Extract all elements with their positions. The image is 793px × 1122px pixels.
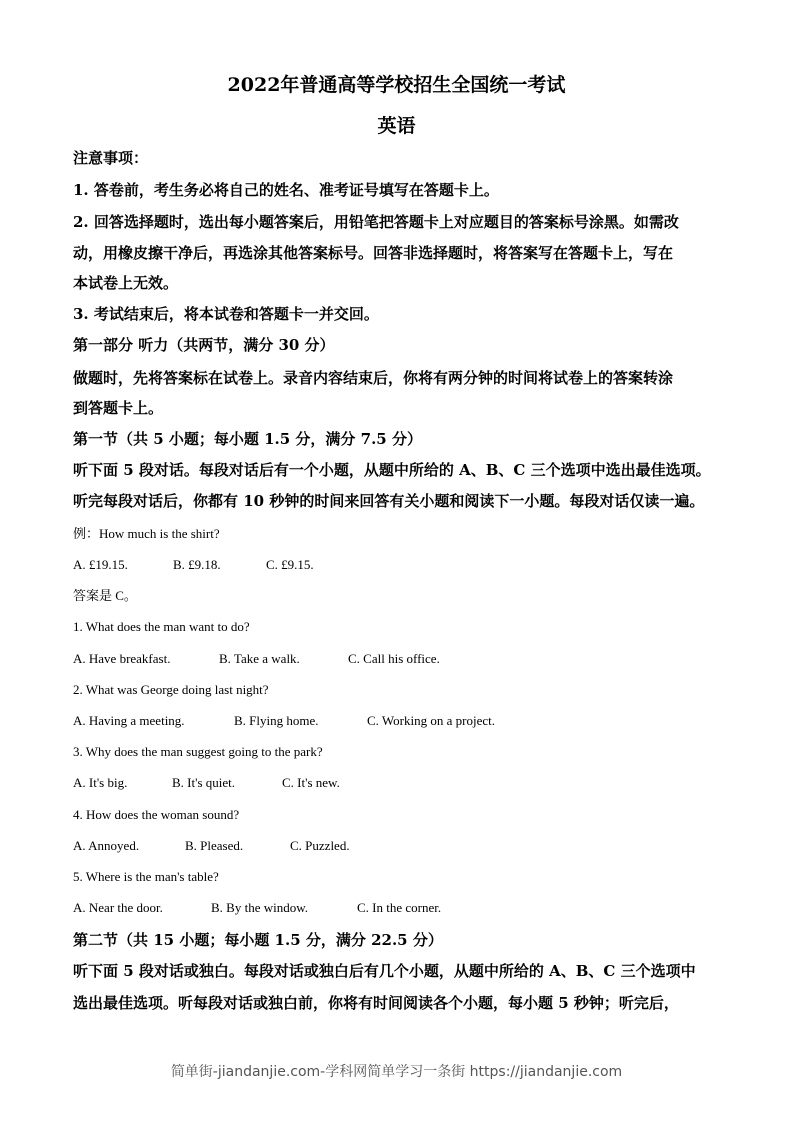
option-b: B. Pleased. <box>185 838 244 853</box>
part1-heading: 第一部分 听力（共两节，满分 30 分） <box>73 336 335 354</box>
exam-title: 2022年普通高等学校招生全国统一考试 <box>227 74 566 96</box>
part1-instruction-line-1: 做题时，先将答案标在试卷上。录音内容结束后，你将有两分钟的时间将试卷上的答案转涂 <box>73 369 674 387</box>
notice-item-2-line-2: 动，用橡皮擦干净后，再选涂其他答案标号。回答非选择题时，将答案写在答题卡上，写在 <box>73 244 674 262</box>
section2-instruction-line-2: 选出最佳选项。听每段对话或独白前，你将有时间阅读各个小题，每小题 5 秒钟；听完后， <box>73 994 679 1012</box>
exam-subject: 英语 <box>377 115 416 137</box>
option-b: B. Take a walk. <box>219 651 300 666</box>
question-4: 4. How does the woman sound? <box>73 807 240 822</box>
option-c: C. £9.15. <box>266 557 314 572</box>
option-c: C. In the corner. <box>357 900 442 915</box>
notice-item-3: 3. 考试结束后，将本试卷和答题卡一并交回。 <box>73 305 379 323</box>
option-c: C. Call his office. <box>348 651 440 666</box>
option-c: C. It's new. <box>282 775 340 790</box>
option-a: A. It's big. <box>73 775 128 790</box>
section1-heading: 第一节（共 5 小题；每小题 1.5 分，满分 7.5 分） <box>73 430 422 448</box>
notice-heading: 注意事项： <box>73 149 149 167</box>
option-b: B. By the window. <box>211 900 309 915</box>
question-5: 5. Where is the man's table? <box>73 869 219 884</box>
question-1: 1. What does the man want to do? <box>73 619 250 634</box>
option-b: B. It's quiet. <box>172 775 236 790</box>
option-b: B. £9.18. <box>173 557 221 572</box>
option-a: A. Having a meeting. <box>73 713 185 728</box>
notice-item-1: 1. 答卷前，考生务必将自己的姓名、准考证号填写在答题卡上。 <box>73 181 499 199</box>
option-a: A. Annoyed. <box>73 838 140 853</box>
question-3: 3. Why does the man suggest going to the park? <box>73 744 323 759</box>
section2-heading: 第二节（共 15 小题；每小题 1.5 分，满分 22.5 分） <box>73 931 443 949</box>
option-c: C. Puzzled. <box>290 838 350 853</box>
notice-item-2-line-1: 2. 回答选择题时，选出每小题答案后，用铅笔把答题卡上对应题目的答案标号涂黑。如需改 <box>73 213 679 231</box>
notice-item-2-line-3: 本试卷上无效。 <box>73 274 179 292</box>
section1-instruction-line-2: 听完每段对话后，你都有 10 秒钟的时间来回答有关小题和阅读下一小题。每段对话仅读一遍。 <box>73 492 705 510</box>
question-2: 2. What was George doing last night? <box>73 682 269 697</box>
part1-instruction-line-2: 到答题卡上。 <box>73 399 164 417</box>
section1-instruction-line-1: 听下面 5 段对话。每段对话后有一个小题，从题中所给的 A、B、C 三个选项中选出最佳选项。 <box>73 461 711 479</box>
option-a: A. Have breakfast. <box>73 651 171 666</box>
example-question: 例：How much is the shirt? <box>73 526 220 541</box>
option-c: C. Working on a project. <box>367 713 495 728</box>
example-answer: 答案是 C。 <box>73 588 137 603</box>
section2-instruction-line-1: 听下面 5 段对话或独白。每段对话或独白后有几个小题，从题中所给的 A、B、C 三个选项中 <box>73 962 696 980</box>
footer-watermark: 简单街-jiandanjie.com-学科网简单学习一条街 https://jiandanjie.com <box>170 1064 623 1080</box>
option-a: A. £19.15. <box>73 557 128 572</box>
option-b: B. Flying home. <box>234 713 319 728</box>
option-a: A. Near the door. <box>73 900 163 915</box>
